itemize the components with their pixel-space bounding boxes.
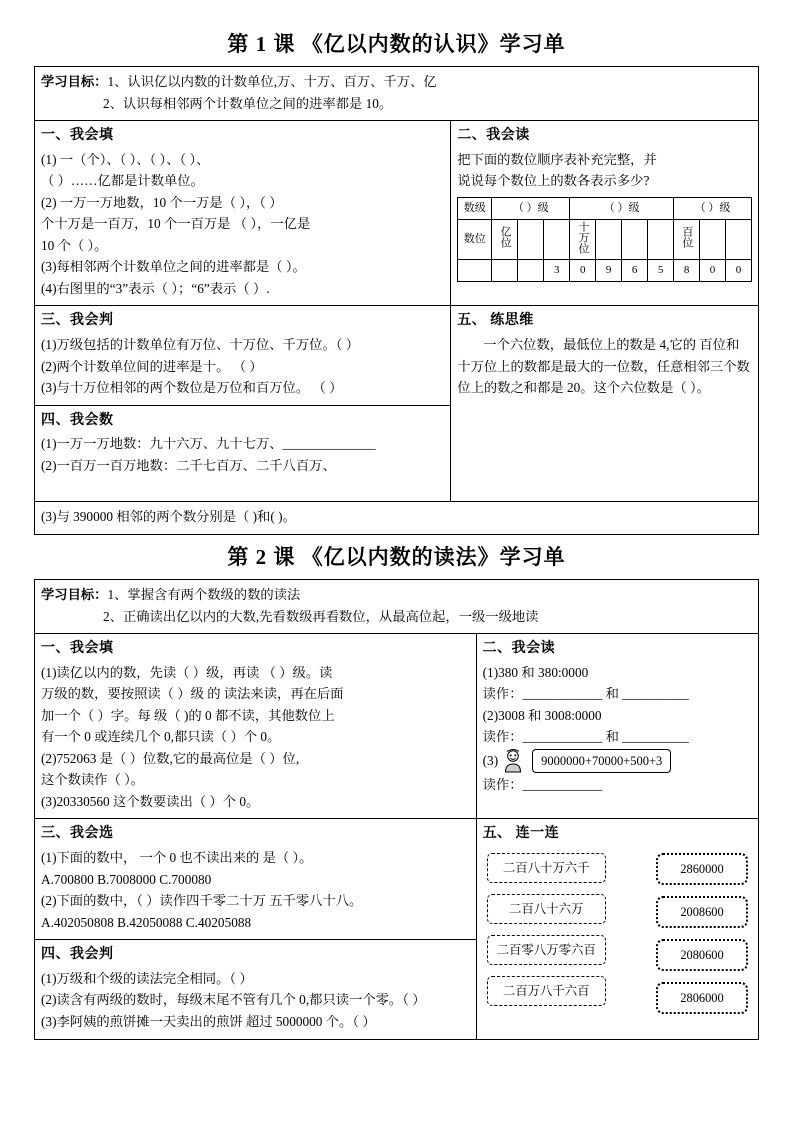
lesson2-row-2 bbox=[35, 819, 759, 940]
lesson2-title: 第 2 课 《亿以内数的读法》学习单 bbox=[227, 544, 566, 569]
match-left-item-1[interactable]: 二百八十万六千 bbox=[487, 853, 606, 883]
l2-s1-line-4: 有一个 0 或连续几个 0,都只读（ ）个 0。 bbox=[41, 729, 281, 745]
pv-digit-5: 6 bbox=[622, 259, 648, 281]
l2-s1-line-3: 加一个（ ）字。每 级（ )的 0 都不读，其他数位上 bbox=[41, 707, 335, 723]
lesson1-title: 第 1 课 《亿以内数的认识》学习单 bbox=[227, 32, 566, 56]
lesson2-table bbox=[34, 579, 759, 1040]
l2-s3-line-2: A.700800 B.7008000 C.700080 bbox=[41, 871, 212, 887]
pv-label-level: 数级 bbox=[458, 197, 492, 219]
match-right-item-2[interactable]: 2008600 bbox=[656, 896, 748, 928]
place-value-table bbox=[457, 197, 752, 282]
l2-s2-item-1: (1)380 和 380:0000 bbox=[482, 664, 589, 680]
s1-line-6: (3)每相邻两个计数单位之间的进率都是（ ）。 bbox=[41, 259, 306, 275]
l2-s4-line-2: (2)读含有两级的数时，每级末尾不管有几个 0,都只读一个零。（ ） bbox=[41, 992, 426, 1008]
s2-line-2: 说说每个数位上的数各表示多少? bbox=[457, 173, 650, 189]
match-left-item-3[interactable]: 二百零八万零六百 bbox=[487, 935, 606, 965]
s4-line-3: (3)与 390000 相邻的两个数分别是（ )和( )。 bbox=[41, 509, 296, 525]
match-left-item-2[interactable]: 二百八十六万 bbox=[487, 894, 606, 924]
l2-s3-line-3: (2)下面的数中，（ ）读作四千零二十万 五千零八十八。 bbox=[41, 893, 363, 909]
match-right-item-3[interactable]: 2080600 bbox=[656, 939, 748, 971]
section3-head: 三、我会判 bbox=[41, 313, 114, 329]
lesson1-goal-line-2: 2、认识每相邻两个计数单位之间的进率都是 10。 bbox=[103, 95, 393, 111]
s2-line-1: 把下面的数位顺序表补充完整，并 bbox=[457, 151, 657, 167]
section4-head: 四、我会数 bbox=[41, 412, 114, 428]
lesson1-section2 bbox=[451, 121, 759, 306]
lesson1-row-2 bbox=[35, 306, 759, 405]
lesson2-goal-row bbox=[35, 579, 759, 633]
lesson1-table bbox=[34, 66, 759, 535]
match-right-item-1[interactable]: 2860000 bbox=[656, 853, 748, 885]
pv-place-blank-6 bbox=[700, 219, 726, 259]
pv-row-level bbox=[458, 197, 752, 219]
l2-s3-line-4: A.402050808 B.42050088 C.40205088 bbox=[41, 914, 252, 930]
lesson2-goal-line-2: 2、正确读出亿以内的大数,先看数级再看数位，从最高位起，一级一级地读 bbox=[103, 608, 539, 624]
s3-line-2: (2)两个计数单位间的进率是十。 （ ） bbox=[41, 358, 263, 374]
lesson2-row-1 bbox=[35, 634, 759, 819]
l2-section3-head: 三、我会选 bbox=[41, 826, 114, 842]
l2-section1-head: 一、我会填 bbox=[41, 641, 114, 657]
pv-digit-6: 5 bbox=[648, 259, 674, 281]
l2-s1-line-2: 万级的数，要按照读（ ）级 的 读法来读，再在后面 bbox=[41, 686, 344, 702]
s1-line-3: (2) 一万一万地数，10 个一万是（ ），（ ） bbox=[41, 194, 283, 210]
match-game bbox=[483, 847, 752, 1016]
pv-level-2: （ ）级 bbox=[570, 197, 674, 219]
lesson1-section5 bbox=[451, 306, 759, 502]
pv-place-blank-1 bbox=[518, 219, 544, 259]
lesson2-section2 bbox=[476, 634, 758, 819]
lesson1-section3 bbox=[35, 306, 451, 405]
lesson1-goal-row bbox=[35, 67, 759, 121]
goal-label: 学习目标： bbox=[41, 74, 108, 89]
lesson1-goal-line-1 bbox=[41, 71, 752, 93]
pv-row-place bbox=[458, 219, 752, 259]
pv-digit-4: 9 bbox=[596, 259, 622, 281]
lesson2-section4 bbox=[35, 940, 477, 1039]
pv-place-blank-7 bbox=[726, 219, 752, 259]
lesson2-section5 bbox=[476, 819, 758, 1039]
pv-label-digits bbox=[458, 259, 492, 281]
s1-line-7: (4)右图里的“3”表示（ ）；“6”表示（ ）. bbox=[41, 280, 270, 296]
lesson1-row-4 bbox=[35, 502, 759, 535]
l2-section2-head: 二、我会读 bbox=[482, 641, 556, 657]
goal2-text-1: 1、掌握含有两个数级的数的读法 bbox=[107, 586, 301, 602]
section5-head: 五、 练思维 bbox=[457, 313, 534, 329]
lesson2-goal-line-1 bbox=[41, 584, 752, 606]
goal-text-1: 1、认识亿以内数的计数单位,万、十万、百万、千万、亿 bbox=[107, 74, 437, 89]
l2-s2-item-2: (2)3008 和 3008:0000 bbox=[482, 707, 602, 723]
lesson2-section1 bbox=[35, 634, 477, 819]
pv-digit-9: 0 bbox=[726, 259, 752, 281]
pv-digit-0 bbox=[492, 259, 518, 281]
l2-s2-read-1: 读作：____________ 和 __________ bbox=[482, 686, 689, 702]
l2-s1-line-1: (1)读亿以内的数，先读（ ）级，再读 （ ）级。读 bbox=[41, 664, 333, 680]
pv-place-shiwan: 十万位 bbox=[570, 219, 596, 259]
section2-head: 二、我会读 bbox=[457, 128, 530, 144]
l2-s1-line-6: 这个数读作（ ）。 bbox=[41, 772, 145, 788]
match-right-item-4[interactable]: 2806000 bbox=[656, 982, 748, 1014]
s4-line-1: (1)一万一万地数：九十六万、九十七万、______________ bbox=[41, 436, 376, 452]
l2-s2-read-3: 读作：____________ bbox=[482, 776, 603, 792]
lesson2-goal-cell bbox=[35, 579, 759, 633]
pv-digit-1 bbox=[518, 259, 544, 281]
goal-label-2: 学习目标： bbox=[41, 586, 108, 602]
lesson1-section4 bbox=[35, 405, 451, 502]
s3-line-1: (1)万级包括的计数单位有万位、十万位、千万位。（ ） bbox=[41, 337, 360, 353]
pv-label-place: 数位 bbox=[458, 219, 492, 259]
pv-digit-8: 0 bbox=[700, 259, 726, 281]
s1-line-5: 10 个（ ）。 bbox=[41, 237, 108, 253]
match-left-column bbox=[487, 853, 606, 1014]
pv-place-blank-4 bbox=[622, 219, 648, 259]
l2-s2-item-3-label: (3) bbox=[482, 753, 499, 769]
s1-line-2: （ ）……亿都是计数单位。 bbox=[41, 173, 204, 189]
s1-line-4: 个十万是一百万，10 个一百万是 （ ），一亿是 bbox=[41, 216, 311, 232]
pv-place-yi: 亿位 bbox=[492, 219, 518, 259]
lesson1-section4-last bbox=[35, 502, 759, 535]
s4-line-2: (2)一百万一百万地数：二千七百万、二千八百万、 bbox=[41, 457, 336, 473]
lesson1-goal-cell bbox=[35, 67, 759, 121]
l2-s2-item-3-row bbox=[483, 748, 752, 774]
pv-place-blank-5 bbox=[648, 219, 674, 259]
s4-spacer bbox=[41, 476, 444, 495]
match-left-item-4[interactable]: 二百万八千六百 bbox=[487, 976, 606, 1006]
pv-level-3: （ ）级 bbox=[674, 197, 752, 219]
pv-place-bai: 百位 bbox=[674, 219, 700, 259]
s3-line-3: (3)与十万位相邻的两个数位是万位和百万位。 （ ） bbox=[41, 380, 343, 396]
l2-s4-line-3: (3)李阿姨的煎饼摊一天卖出的煎饼 超过 5000000 个。（ ） bbox=[41, 1013, 376, 1029]
pv-place-blank-2 bbox=[544, 219, 570, 259]
l2-s4-line-1: (1)万级和个级的读法完全相同。（ ） bbox=[41, 970, 253, 986]
lesson2-section3 bbox=[35, 819, 477, 940]
l2-section5-head: 五、 连一连 bbox=[482, 826, 560, 842]
pv-row-digits bbox=[458, 259, 752, 281]
lesson1-row-1 bbox=[35, 121, 759, 306]
l2-s1-line-5: (2)752063 是（ ）位数,它的最高位是（ ）位, bbox=[41, 750, 300, 766]
s1-line-1: (1) 一（个）、（ ）、（ ）、（ ）、 bbox=[41, 151, 210, 167]
l2-s3-line-1: (1)下面的数中， 一个 0 也不读出来的 是（ ）。 bbox=[41, 850, 313, 866]
pv-digit-7: 8 bbox=[674, 259, 700, 281]
match-right-column bbox=[656, 853, 748, 1014]
l2-s1-line-7: (3)20330560 这个数要读出（ ）个 0。 bbox=[41, 793, 260, 809]
expression-bubble: 9000000+70000+500+3 bbox=[532, 749, 671, 773]
pv-digit-3: 0 bbox=[570, 259, 596, 281]
l2-s2-read-2: 读作：____________ 和 __________ bbox=[482, 729, 689, 745]
lesson1-section1 bbox=[35, 121, 451, 306]
pv-digit-2: 3 bbox=[544, 259, 570, 281]
pv-place-blank-3 bbox=[596, 219, 622, 259]
l2-section4-head: 四、我会判 bbox=[41, 947, 114, 963]
section1-head: 一、我会填 bbox=[41, 128, 114, 144]
pv-level-1: （ ）级 bbox=[492, 197, 570, 219]
thinking-person-icon bbox=[500, 748, 526, 774]
s5-body: 一个六位数，最低位上的数是 4,它的 百位和十万位上的数都是最大的一位数，任意相邻三个数位上的数之和都是 20。这个六位数是（ ）。 bbox=[457, 337, 750, 396]
